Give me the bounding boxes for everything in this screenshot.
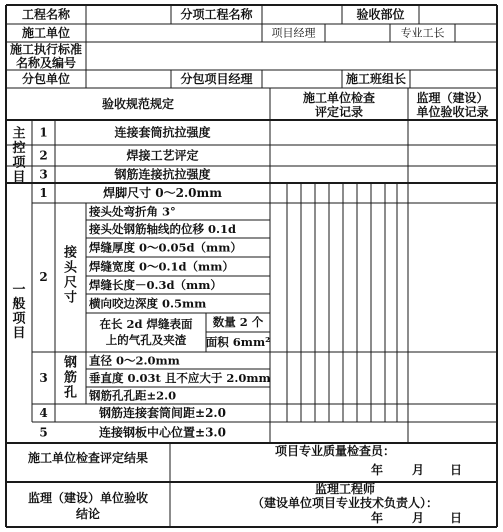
cell-text: 监理工程师 bbox=[314, 482, 376, 496]
cell-text: 焊缝宽度 0～0.1d（mm） bbox=[89, 259, 234, 274]
group-label-char: 主 bbox=[12, 126, 26, 142]
cell-text: 1 bbox=[39, 125, 48, 140]
cell-text: 钢筋孔孔距±2.0 bbox=[89, 388, 177, 403]
cell-text: 日 bbox=[449, 463, 463, 477]
cell-text: 工程名称 bbox=[21, 7, 71, 22]
cell-text: 连接套筒抗拉强度 bbox=[114, 125, 211, 140]
cell-text: （建设单位项目专业技术负责人）： bbox=[251, 496, 439, 510]
sub-label-char: 寸 bbox=[63, 290, 78, 306]
cell-text: 焊缝厚度 0～0.05d（mm） bbox=[89, 240, 242, 255]
cell-text: 月 bbox=[411, 511, 425, 525]
cell-text: 接头处弯折角 3° bbox=[89, 204, 176, 219]
cell-text: 名称及编号 bbox=[15, 56, 77, 70]
group-label-char: 目 bbox=[12, 170, 26, 185]
cell-text: 分包单位 bbox=[21, 72, 71, 86]
cell-text: 项目专业质量检查员： bbox=[275, 444, 396, 458]
group-label-char: 项 bbox=[12, 155, 26, 171]
cell-text: 焊缝长度－0.3d（mm） bbox=[89, 278, 222, 292]
cell-text: 上的气孔及夹渣 bbox=[105, 333, 187, 347]
cell-text: 专业工长 bbox=[400, 26, 445, 40]
cell-text: 年 bbox=[370, 511, 384, 525]
cell-text: 接头处钢筋轴线的位移 0.1d bbox=[89, 222, 237, 236]
cell-text: 4 bbox=[39, 406, 48, 420]
cell-text: 焊接工艺评定 bbox=[126, 148, 199, 163]
cell-text: 5 bbox=[39, 425, 48, 440]
cell-text: 1 bbox=[39, 186, 48, 200]
cell-text: 评定记录 bbox=[314, 105, 364, 119]
cell-text: 直径 0～2.0mm bbox=[89, 353, 180, 368]
cell-text: 面积 6mm² bbox=[205, 335, 271, 349]
cell-text: 施工单位检查评定结果 bbox=[27, 451, 149, 465]
cell-text: 2 bbox=[39, 270, 48, 284]
sub-label-char: 筋 bbox=[63, 370, 78, 386]
group-label-char: 般 bbox=[12, 297, 26, 312]
cell-text: 日 bbox=[449, 511, 463, 525]
sub-label-char: 接 bbox=[63, 245, 78, 261]
cell-text: 月 bbox=[411, 463, 425, 477]
cell-text: 钢筋连接抗拉强度 bbox=[114, 167, 211, 182]
sub-label-char: 孔 bbox=[63, 385, 78, 401]
cell-text: 单位验收记录 bbox=[416, 105, 489, 119]
sub-label-char: 尺 bbox=[63, 275, 78, 291]
cell-text: 钢筋连接套筒间距±2.0 bbox=[99, 406, 226, 420]
cell-text: 3 bbox=[39, 167, 48, 182]
cell-text: 施工单位 bbox=[21, 26, 71, 40]
cell-text: 年 bbox=[370, 463, 384, 477]
cell-text: 横向咬边深度 0.5mm bbox=[89, 296, 207, 311]
sub-label-char: 头 bbox=[63, 260, 78, 276]
cell-text: 焊脚尺寸 0～2.0mm bbox=[103, 186, 222, 200]
cell-text: 3 bbox=[39, 371, 48, 385]
group-label-char: 控 bbox=[12, 141, 26, 156]
cell-text: 施工执行标准 bbox=[9, 42, 83, 57]
group-label-char: 项 bbox=[12, 311, 26, 327]
cell-text: 分项工程名称 bbox=[180, 7, 253, 22]
cell-text: 垂直度 0.03t 且不应大于 2.0mm bbox=[89, 371, 271, 385]
cell-text: 施工班组长 bbox=[345, 72, 407, 86]
cell-text: 验收部位 bbox=[356, 7, 405, 22]
cell-text: 连接钢板中心位置±3.0 bbox=[99, 425, 226, 440]
cell-text: 分包项目经理 bbox=[180, 72, 253, 86]
cell-text: 数量 2 个 bbox=[212, 315, 264, 329]
group-label-char: 一 bbox=[12, 282, 26, 298]
cell-text: 验收规范规定 bbox=[101, 97, 175, 111]
cell-text: 2 bbox=[39, 148, 48, 163]
cell-text: 监理（建设） bbox=[416, 91, 489, 105]
cell-text: 结论 bbox=[75, 507, 101, 521]
cell-text: 施工单位检查 bbox=[302, 91, 376, 105]
table-text bbox=[10, 7, 489, 526]
sub-label-char: 钢 bbox=[63, 355, 78, 371]
cell-text: 监理（建设）单位验收 bbox=[27, 491, 149, 505]
group-label-char: 目 bbox=[12, 326, 26, 341]
cell-text: 在长 2d 焊缝表面 bbox=[99, 317, 193, 331]
cell-text: 项目经理 bbox=[271, 26, 316, 40]
